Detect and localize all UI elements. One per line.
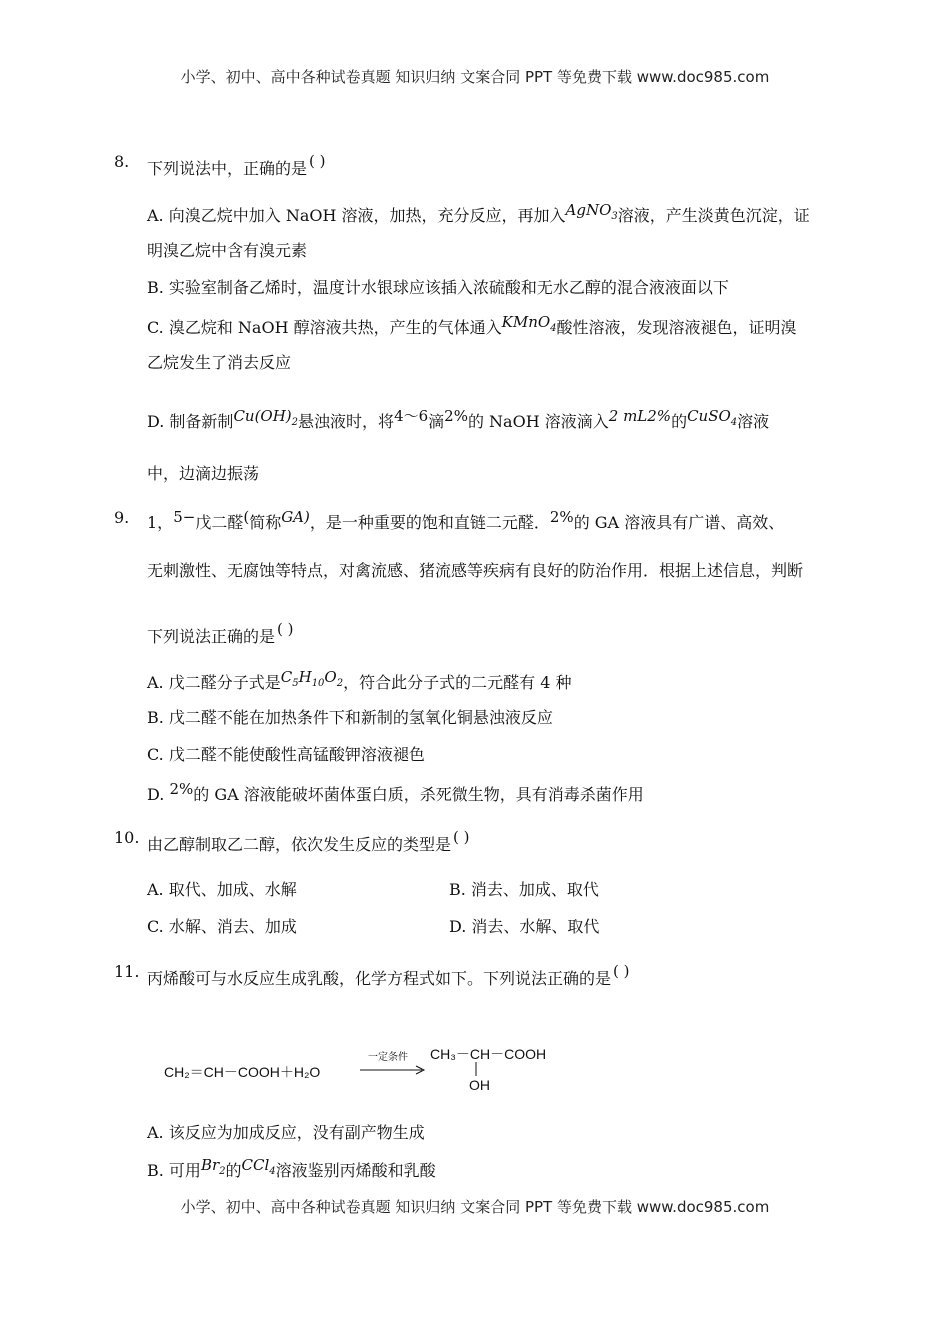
q11-number: 11.: [114, 962, 140, 981]
q8-option-c-cont: 乙烷发生了消去反应: [147, 353, 292, 372]
q10-stem: 由乙醇制取乙二醇，依次发生反应的类型是 ( ): [147, 828, 470, 854]
hydroxyl-bond: [474, 1062, 478, 1076]
q10-option-b: B. 消去、加成、取代: [449, 880, 599, 899]
q11-option-a: A. 该反应为加成反应，没有副产物生成: [147, 1123, 425, 1142]
q8-option-b: B. 实验室制备乙烯时，温度计水银球应该插入浓硫酸和无水乙醇的混合液液面以下: [147, 278, 729, 297]
equation-product: CH₃－CH－COOH: [430, 1046, 547, 1062]
q9-option-d: D. 2%的 GA 溶液能破坏菌体蛋白质，杀死微生物，具有消毒杀菌作用: [147, 780, 644, 804]
q10-option-c: C. 水解、消去、加成: [147, 917, 297, 936]
q9-option-a: A. 戊二醛分子式是$C_5H_{10}O_2$，符合此分子式的二元醛有 4 种: [147, 668, 572, 692]
reaction-condition: 一定条件: [368, 1052, 408, 1063]
q9-stem-line2: 无刺激性、无腐蚀等特点，对禽流感、猪流感等疾病有良好的防治作用．根据上述信息，判断: [147, 561, 804, 580]
q8-option-d: D. 制备新制$Cu(OH)_2$悬浊液时，将4～6滴2%的 NaOH 溶液滴入2 mL2%的CuSO$_4$溶液: [147, 407, 770, 431]
q10-option-d: D. 消去、水解、取代: [449, 917, 600, 936]
q9-option-c: C. 戊二醛不能使酸性高锰酸钾溶液褪色: [147, 745, 425, 764]
q8-option-a: A. 向溴乙烷中加入 NaOH 溶液，加热，充分反应，再加入AgNO$_3$溶液，产生淡黄色沉淀，证: [147, 201, 810, 225]
reaction-arrow-icon: [360, 1064, 428, 1076]
page-footer: 小学、初中、高中各种试卷真题 知识归纳 文案合同 PPT 等免费下载 www.doc985.com: [180, 1198, 770, 1216]
q9-option-b: B. 戊二醛不能在加热条件下和新制的氢氧化铜悬浊液反应: [147, 708, 553, 727]
q11-stem: 丙烯酸可与水反应生成乳酸，化学方程式如下。下列说法正确的是 ( ): [147, 962, 630, 988]
q8-number: 8.: [114, 152, 130, 171]
q10-number: 10.: [114, 828, 140, 847]
q9-number: 9.: [114, 508, 130, 527]
page-header: 小学、初中、高中各种试卷真题 知识归纳 文案合同 PPT 等免费下载 www.doc985.com: [180, 68, 770, 86]
q8-option-c: C. 溴乙烷和 NaOH 醇溶液共热，产生的气体通入KMnO$_4$酸性溶液，发现溶液褪色，证明溴: [147, 313, 797, 337]
q8-option-a-cont: 明溴乙烷中含有溴元素: [147, 241, 308, 260]
q10-option-a: A. 取代、加成、水解: [147, 880, 297, 899]
q8-option-d-cont: 中，边滴边振荡: [147, 464, 260, 483]
equation-hydroxyl: OH: [469, 1077, 490, 1093]
q11-option-b: B. 可用$Br_2$的CCl$_4$溶液鉴别丙烯酸和乳酸: [147, 1156, 436, 1180]
q8-stem: 下列说法中，正确的是 ( ): [147, 152, 326, 178]
q9-stem-line1: 1，5−戊二醛(简称GA)，是一种重要的饱和直链二元醛．2%的 GA 溶液具有广谱、高效、: [147, 508, 785, 532]
reaction-equation: [164, 1040, 584, 1098]
q9-stem-line3: 下列说法正确的是 ( ): [147, 620, 294, 646]
equation-reactants: CH₂＝CH－COOH＋H₂O: [164, 1064, 321, 1080]
